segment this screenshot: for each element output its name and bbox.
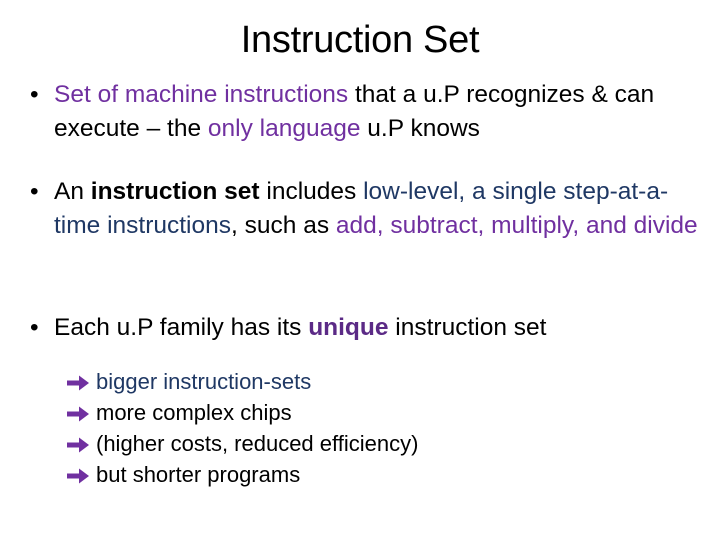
- bullet-text-segment: Set of machine instructions: [54, 81, 349, 108]
- arrow-list-item: [66, 397, 418, 428]
- arrow-list-text: more complex chips: [96, 400, 292, 425]
- bullet-text-segment: only language: [207, 115, 361, 142]
- bullet-text: [54, 311, 700, 345]
- arrow-list-item: [66, 459, 418, 490]
- bullet-dot: •: [30, 178, 39, 205]
- bullet-text-segment: that a u.P recognizes & can execute – the: [54, 81, 655, 142]
- bullet-text-segment: instruction set: [388, 314, 547, 341]
- arrow-list-item: [66, 428, 418, 459]
- bullet-dot: •: [30, 314, 39, 341]
- slide-title: Instruction Set: [240, 19, 480, 61]
- bullet-text-segment: instruction set: [90, 178, 260, 205]
- bullet-item: [30, 175, 700, 243]
- arrow-list-item: [66, 366, 418, 397]
- right-arrow-icon: [66, 374, 90, 392]
- bullet-text-segment: unique: [308, 314, 389, 341]
- arrow-list-text: but shorter programs: [96, 462, 301, 487]
- bullet-text: [54, 78, 700, 146]
- bullet-text-segment: , such as: [231, 212, 336, 239]
- arrow-list-text: bigger instruction-sets: [96, 369, 312, 394]
- arrow-list-text: (higher costs, reduced efficiency): [96, 431, 419, 456]
- bullet-item: [30, 311, 700, 345]
- right-arrow-icon: [66, 405, 90, 423]
- bullet-text-segment: low-level, a single step-at-a-time instructions: [54, 178, 669, 239]
- bullet-dot: •: [30, 81, 39, 108]
- bullet-text: [54, 175, 700, 243]
- bullet-text-segment: An: [54, 178, 91, 205]
- bullet-item: [30, 78, 700, 146]
- bullet-text-segment: includes: [259, 178, 364, 205]
- bullet-text-segment: u.P knows: [360, 115, 480, 142]
- bullet-text-segment: add, subtract, multiply, and divide: [335, 212, 698, 239]
- arrow-list: [66, 366, 418, 490]
- right-arrow-icon: [66, 436, 90, 454]
- right-arrow-icon: [66, 467, 90, 485]
- bullet-text-segment: Each u.P family has its: [54, 314, 309, 341]
